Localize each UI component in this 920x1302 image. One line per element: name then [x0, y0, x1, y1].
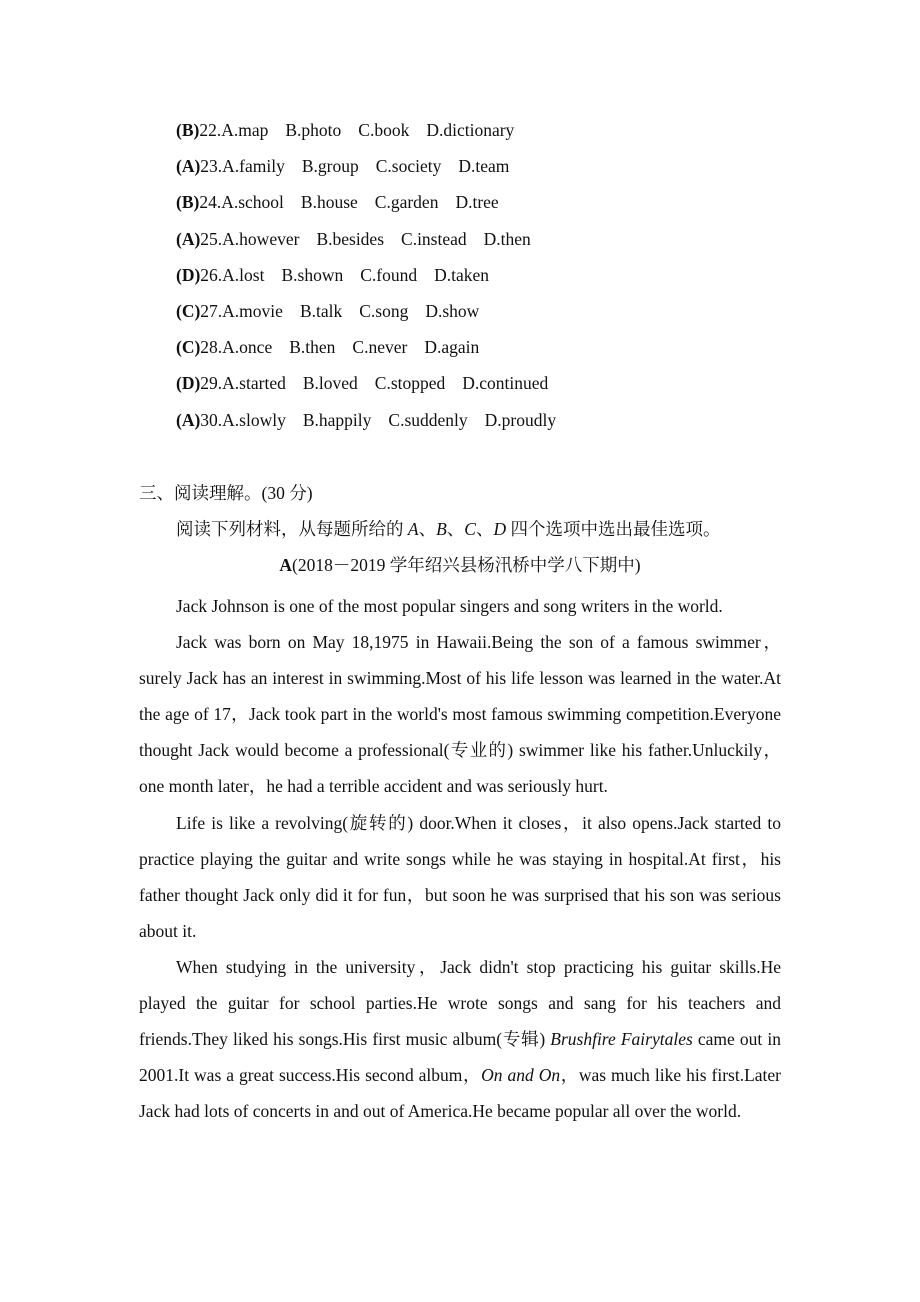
instruction-separator: 、: [475, 519, 494, 539]
option: D.show: [425, 300, 480, 321]
option: C.society: [375, 156, 442, 177]
question-row: [176, 117, 573, 153]
question-number: 22.: [199, 120, 222, 140]
option: B.group: [301, 156, 359, 177]
answer-key: (A): [176, 156, 201, 177]
instruction-separator: 、: [446, 519, 465, 539]
option: D.taken: [434, 264, 490, 285]
paragraph-3: Life is like a revolving(旋转的) door.When it closes，it also opens.Jack started to practice playing the guitar and write songs while he was staying in hospital.At first，his father thought Jack only did it for fun，but soon he was surprised that his son was serious about it.: [139, 812, 781, 941]
instruction-text-a: 阅读下列材料，从每题所给的: [176, 519, 408, 539]
option: C.garden: [374, 192, 439, 213]
instruction-text-b: 四个选项中选出最佳选项。: [506, 519, 721, 539]
question-number: 29.: [200, 373, 223, 394]
option: B.then: [289, 337, 336, 358]
option: A.family: [222, 156, 285, 177]
paragraph-4-text: came out in 2001.It was a great success.His second album，: [139, 1029, 781, 1086]
answer-key: (A): [176, 228, 201, 249]
option: B.photo: [285, 120, 342, 140]
album-title-1: Brushfire Fairytales: [550, 1029, 693, 1050]
option: C.found: [360, 264, 418, 285]
question-row: [176, 262, 573, 298]
question-number: 30.: [200, 409, 223, 430]
option: D.continued: [462, 373, 549, 394]
option: D.dictionary: [426, 120, 515, 140]
question-row: [176, 189, 573, 225]
option: C.book: [358, 120, 410, 140]
paragraph-4: [139, 949, 781, 1129]
section-title: 三、阅读理解。(30 分): [139, 483, 313, 503]
passage-body: [139, 588, 781, 1129]
option: A.started: [222, 373, 286, 394]
option: A.lost: [222, 264, 265, 285]
answer-list: [176, 117, 573, 443]
question-row: [176, 153, 573, 189]
answer-key: (D): [176, 264, 201, 285]
answer-key: (C): [176, 337, 201, 358]
option: A.however: [222, 228, 300, 249]
paragraph-1: Jack Johnson is one of the most popular singers and song writers in the world.: [176, 596, 723, 616]
instruction: [176, 516, 720, 542]
option: A.movie: [222, 300, 283, 321]
option: C.never: [352, 337, 408, 358]
option: A.map: [221, 120, 269, 140]
question-number: 27.: [200, 300, 223, 321]
answer-key: (D): [176, 373, 201, 394]
option: B.besides: [316, 228, 385, 249]
question-number: 25.: [200, 228, 223, 249]
question-number: 23.: [200, 156, 223, 177]
answer-key: (B): [176, 120, 200, 140]
option: A.school: [221, 192, 284, 213]
question-row: [176, 370, 573, 406]
question-number: 26.: [200, 264, 223, 285]
paragraph-4-text: ，was much like his first.Later Jack had lots of concerts in and out of America.He became popular all over the world.: [139, 1065, 781, 1122]
question-number: 24.: [199, 192, 222, 213]
option: B.shown: [281, 264, 344, 285]
option: D.then: [483, 228, 531, 249]
paragraph-4-text: When studying in the university，Jack didn't stop practicing his guitar skills.He played the guitar for school parties.He wrote songs and sang for his teachers and friends.They liked his songs.His first music album(专辑): [139, 956, 781, 1050]
option: C.stopped: [374, 373, 446, 394]
answer-key: (B): [176, 192, 200, 213]
option: B.happily: [302, 409, 372, 430]
option: D.tree: [455, 192, 499, 213]
option: B.house: [300, 192, 358, 213]
option: D.again: [424, 337, 480, 358]
paragraph-2: Jack was born on May 18,1975 in Hawaii.Being the son of a famous swimmer，surely Jack has an interest in swimming.Most of his life lesson was learned in the water.At the age of 17，Jack took part in the world's most famous swimming competition.Everyone thought Jack would become a professional(专业的) swimmer like his father.Unluckily，one month later，he had a terrible accident and was seriously hurt.: [139, 632, 781, 797]
instruction-letter-a: A: [407, 519, 419, 539]
question-row: [176, 334, 573, 370]
question-row: [176, 298, 573, 334]
question-row: [176, 407, 573, 443]
option: A.once: [222, 337, 273, 358]
answer-key: (C): [176, 300, 201, 321]
answer-key: (A): [176, 409, 201, 430]
album-title-2: On and On: [481, 1065, 561, 1086]
passage-source: (2018－2019 学年绍兴县杨汛桥中学八下期中): [292, 555, 641, 575]
option: C.song: [359, 300, 409, 321]
option: B.loved: [302, 373, 358, 394]
question-number: 28.: [200, 337, 223, 358]
option: A.slowly: [222, 409, 286, 430]
question-row: [176, 226, 573, 262]
option: C.suddenly: [388, 409, 468, 430]
option: D.proudly: [484, 409, 557, 430]
passage-label: A: [279, 555, 293, 575]
option: D.team: [458, 156, 510, 177]
instruction-letter-b: B: [436, 519, 447, 539]
instruction-letter-c: C: [464, 519, 476, 539]
instruction-letter-d: D: [493, 519, 507, 539]
option: C.instead: [401, 228, 467, 249]
instruction-separator: 、: [418, 519, 437, 539]
passage-title: [0, 552, 920, 578]
option: B.talk: [299, 300, 343, 321]
